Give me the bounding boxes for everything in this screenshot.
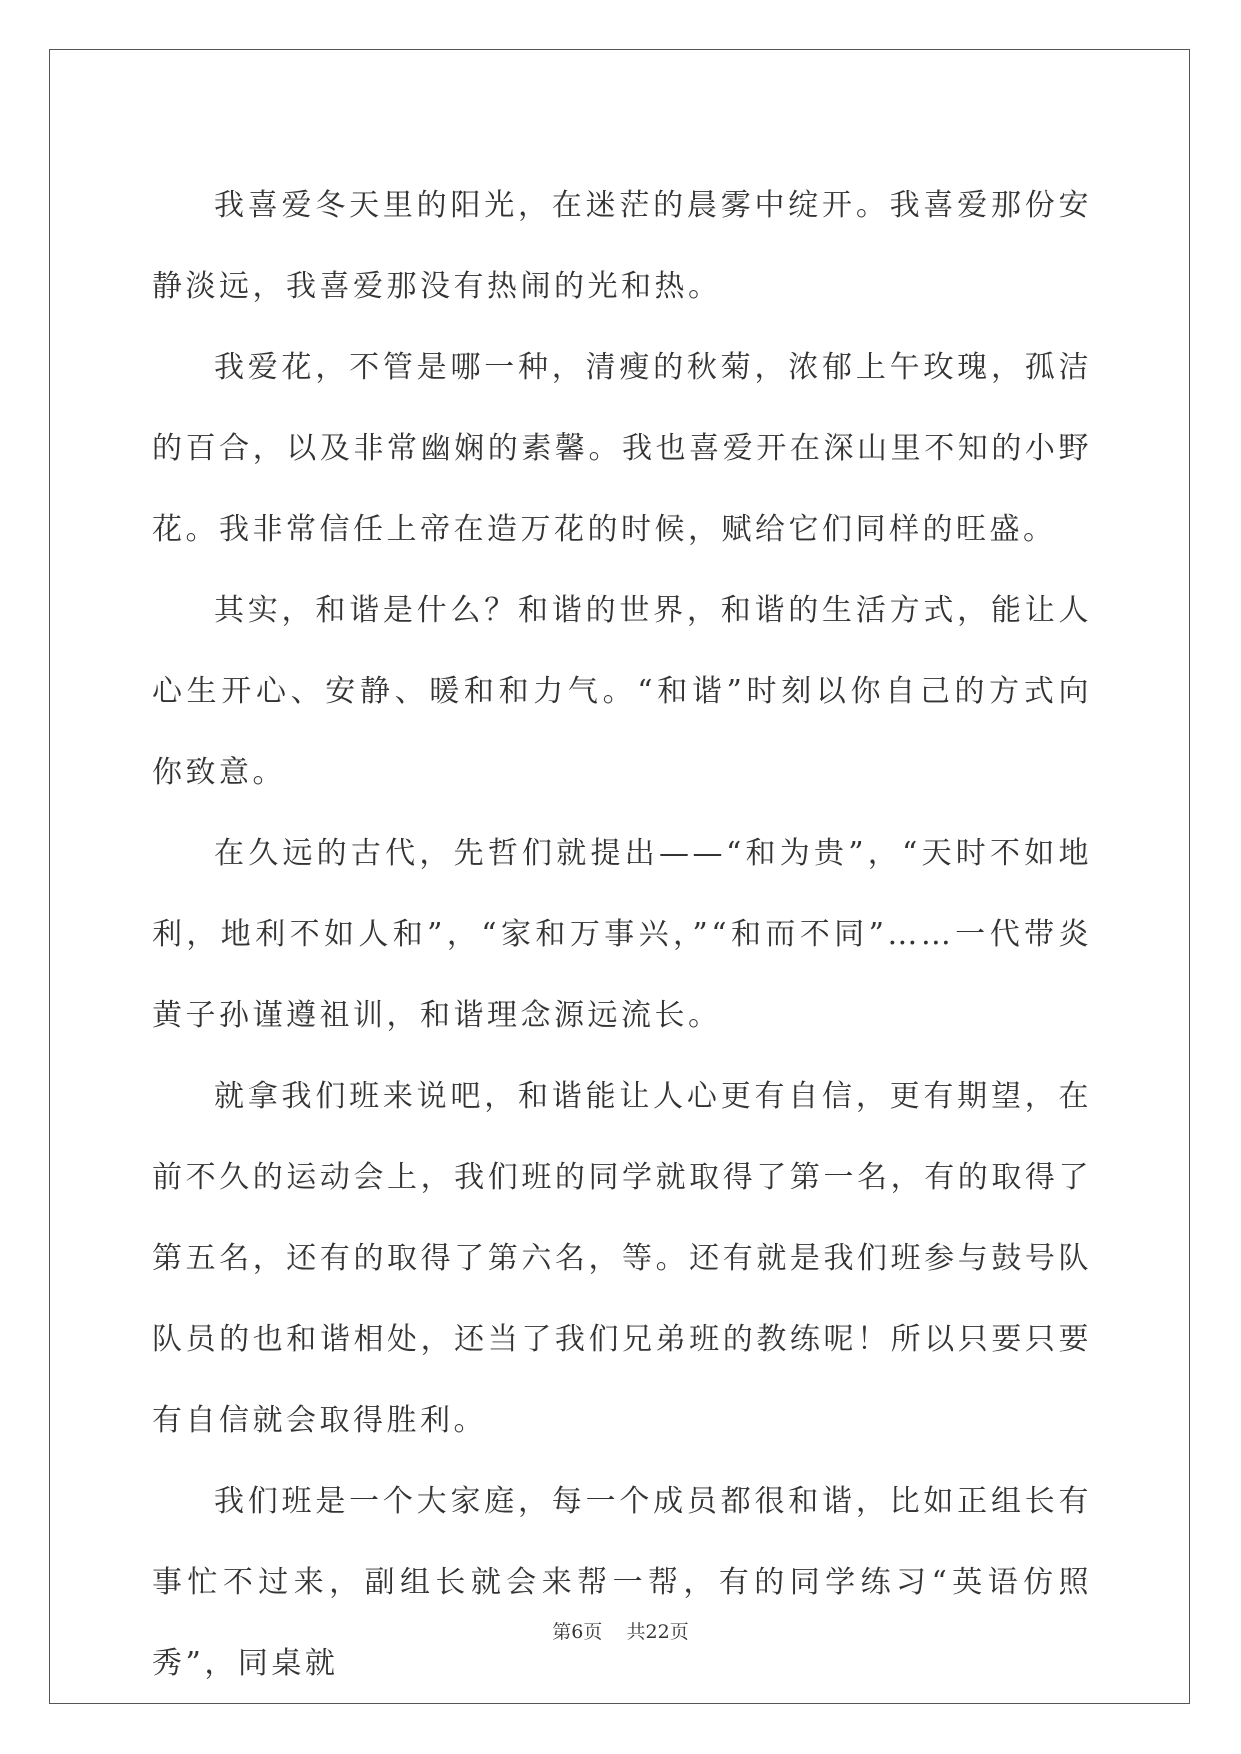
document-body [152,165,1092,1704]
paragraph-3: 其实，和谐是什么？和谐的世界，和谐的生活方式，能让人心生开心、安静、暖和和力气。“和谐”时刻以你自己的方式向你致意。 [152,593,1092,790]
paragraph-4: 在久远的古代，先哲们就提出——“和为贵”，“天时不如地利，地利不如人和”，“家和万事兴，”“和而不同”……一代带炎黄子孙谨遵祖训，和谐理念源远流长。 [152,836,1092,1033]
paragraph-1: 我喜爱冬天里的阳光，在迷茫的晨雾中绽开。我喜爱那份安静淡远，我喜爱那没有热闹的光和热。 [152,188,1092,304]
paragraph-5: 就拿我们班来说吧，和谐能让人心更有自信，更有期望，在前不久的运动会上，我们班的同学就取得了第一名，有的取得了第五名，还有的取得了第六名，等。还有就是我们班参与鼓号队队员的也和谐相处，还当了我们兄弟班的教练呢！所以只要只要有自信就会取得胜利。 [152,1079,1092,1438]
paragraph-6: 我们班是一个大家庭，每一个成员都很和谐，比如正组长有事忙不过来，副组长就会来帮一帮，有的同学练习“英语仿照秀”，同桌就 [152,1484,1092,1681]
page-number: 第6页 [552,1621,603,1643]
paragraph-2: 我爱花，不管是哪一种，清瘦的秋菊，浓郁上午玫瑰，孤洁的百合，以及非常幽娴的素馨。我也喜爱开在深山里不知的小野花。我非常信任上帝在造万花的时候，赋给它们同样的旺盛。 [152,350,1092,547]
page-footer [0,1617,1241,1644]
page-total: 共22页 [626,1621,689,1643]
